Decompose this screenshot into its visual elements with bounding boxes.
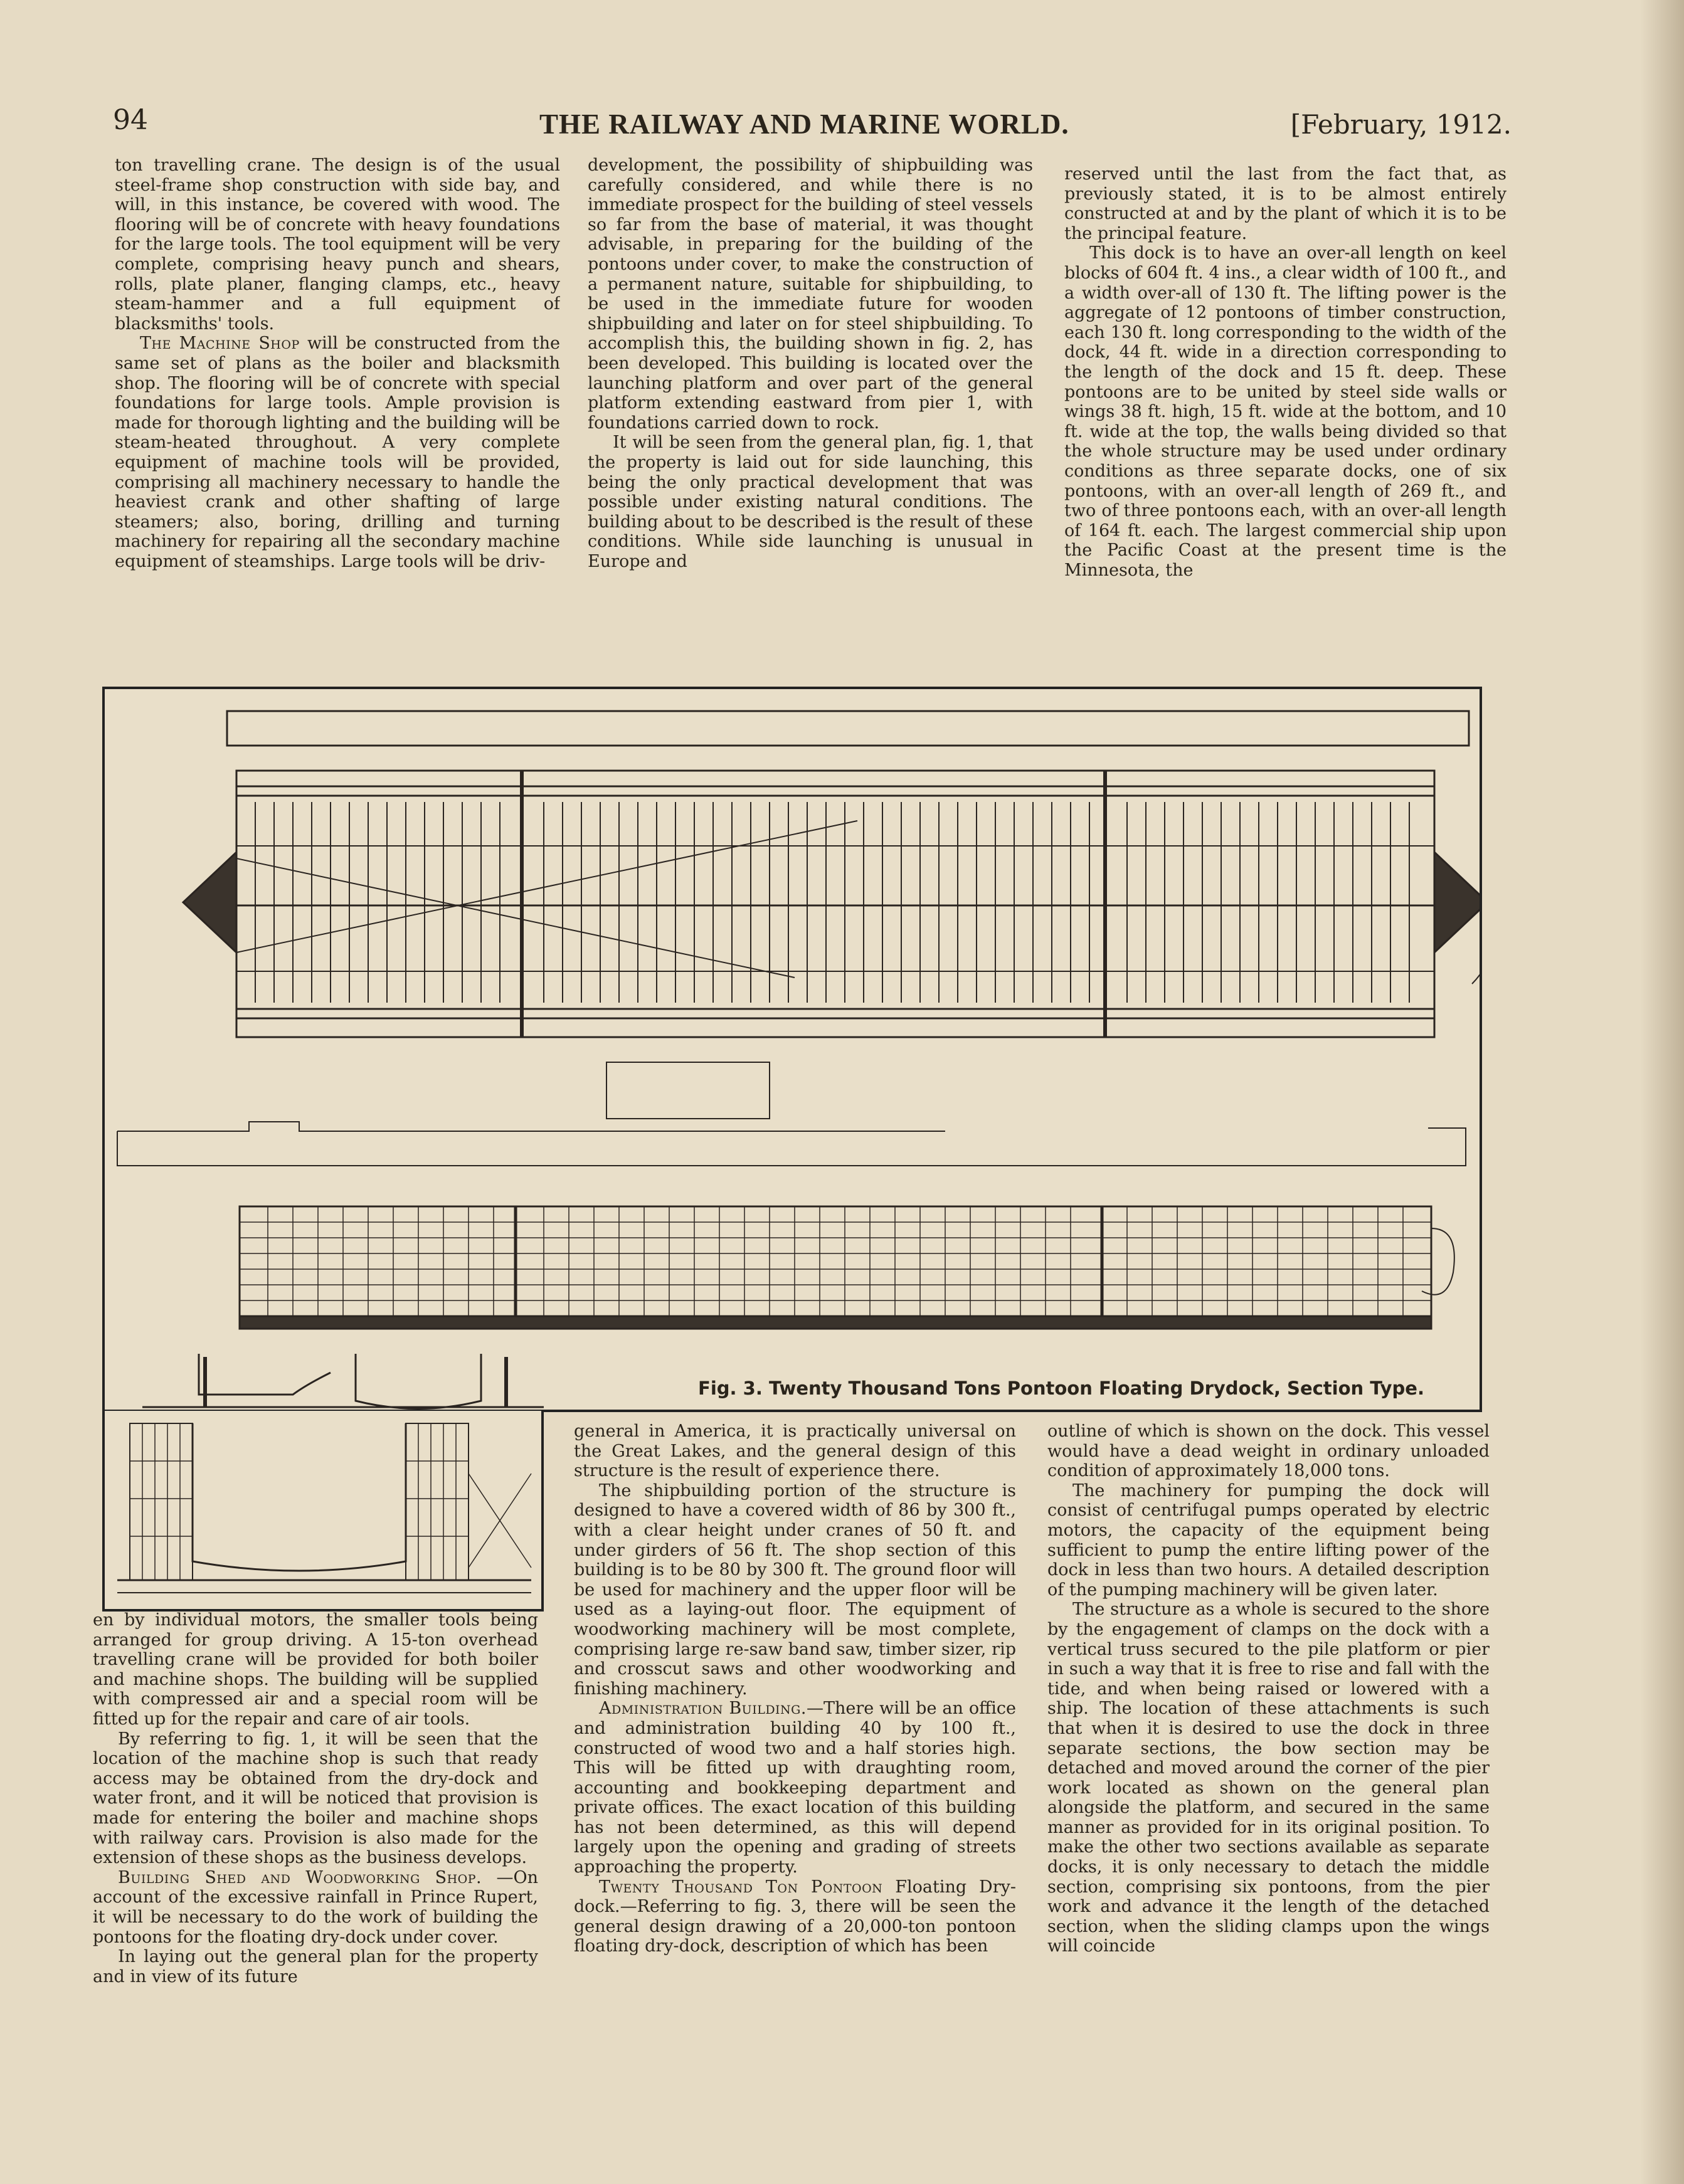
- paragraph: It will be seen from the general plan, fig. 1, that the property is laid out for side launching, this being the only practical development that was possible under existing natural conditions. The building about to be described is the result of these conditions. While side launching is unusual in Europe and: [588, 433, 1033, 571]
- paragraph: Administration Building.—There will be an office and administration building 40 by 100 ft., constructed of wood two and a half stories high. This will be fitted up with draughting room, accounting and bookkeeping department and private offices. The exact location of this building has not been determined, as this will depend largely upon the opening and grading of streets approaching the property.: [574, 1699, 1016, 1877]
- cross-section-drawing: [105, 1411, 541, 1609]
- column-1-bottom: [93, 1610, 538, 2156]
- paragraph: The structure as a whole is secured to the shore by the engagement of clamps on the dock with a vertical truss secured to the pile platform or pier in such a way that it is free to rise and fall with the tide, and when being raised or lowered with a ship. The location of these attachments is such that when it is desired to use the dock in three separate sections, the bow section may be detached and moved around the corner of the pier work located as shown on the general plan alongside the platform, and secured in the same manner as provided for in its original position. To make the other two sections available as separate docks, it is only necessary to detach the middle section, comprising six pontoons, from the pier work and advance it the length of the detached section, when the sliding clamps upon the wings will coincide: [1047, 1600, 1490, 1956]
- paragraph: The shipbuilding portion of the structure is designed to have a covered width of 86 by 300 ft., with a clear height under cranes of 50 ft. and under girders of 56 ft. The shop section of this building is to be 80 by 300 ft. The ground floor will be used for machinery and the upper floor will be used as a laying-out floor. The equipment of woodworking machinery will be most complete, comprising large re-saw band saw, timber sizer, rip and crosscut saws and other woodworking and finishing machinery.: [574, 1480, 1016, 1699]
- cross-section-panel: [102, 1411, 544, 1612]
- paragraph: development, the possibility of shipbuilding was carefully considered, and while there is no immediate prospect for the building of steel vessels so far from the base of material, it was thought advisable, in preparing for the building of the pontoons under cover, to make the construction of a permanent nature, suitable for shipbuilding, to be used in the immediate future for wooden shipbuilding and later on for steel shipbuilding. To accomplish this, the building shown in fig. 2, has been developed. This building is located over the launching platform and over part of the general platform extending eastward from pier 1, with foundations carried down to rock.: [588, 156, 1033, 433]
- issue-date: [February, 1912.: [1290, 109, 1512, 140]
- paragraph: This dock is to have an over-all length on keel blocks of 604 ft. 4 ins., a clear width of 100 ft., and a width over-all of 130 ft. The lifting power is the aggregate of 12 pontoons of timber construction, each 130 ft. long corresponding to the width of the dock, 44 ft. wide in a direction corresponding to the length of the dock and 15 ft. deep. These pontoons are to be united by steel side walls or wings 38 ft. high, 15 ft. wide at the bottom, and 10 ft. wide at the top, the walls being divided so that the whole structure may be used under ordinary conditions as three separate docks, one of six pontoons, with an over-all length of 269 ft., and two of three pontoons each, with an over-all length of 164 ft. each. The largest commercial ship upon the Pacific Coast at the present time is the Minnesota, the: [1064, 243, 1507, 580]
- section-heading: Twenty Thousand Ton Pontoon: [599, 1877, 883, 1897]
- paragraph: ton travelling crane. The design is of the usual steel-frame shop construction with side bay, and will, in this instance, be covered with wood. The flooring will be of concrete with heavy foundations for the large tools. The tool equipment will be very complete, comprising heavy punch and shears, rolls, plate planer, flanging clamps, etc., heavy steam-hammer and a full equipment of blacksmiths' tools.: [115, 156, 560, 334]
- section-heading: The Machine Shop: [140, 334, 300, 354]
- journal-title: THE RAILWAY AND MARINE WORLD.: [539, 108, 1069, 140]
- paragraph: In laying out the general plan for the property and in view of its future: [93, 1947, 538, 1986]
- page-edge-shadow: [1640, 0, 1684, 2184]
- column-3-bottom: [1047, 1422, 1490, 2161]
- drydock-figure: [102, 687, 1482, 1412]
- page-header: [113, 99, 1512, 149]
- figure-caption: Fig. 3. Twenty Thousand Tons Pontoon Floating Drydock, Section Type.: [698, 1378, 1424, 1399]
- paragraph: By referring to fig. 1, it will be seen that the location of the machine shop is such that ready access may be obtained from the dry-dock and water front, and it will be noticed that provision is made for entering the boiler and machine shops with railway cars. Provision is also made for the extension of these shops as the business develops.: [93, 1729, 538, 1868]
- column-2-bottom: [574, 1422, 1016, 2161]
- paragraph: en by individual motors, the smaller tools being arranged for group driving. A 15-ton overhead travelling crane will be provided for both boiler and machine shops. The building will be supplied with compressed air and a special room will be fitted up for the repair and care of air tools.: [93, 1610, 538, 1729]
- paragraph: The Machine Shop will be constructed from the same set of plans as the boiler and blacksmith shop. The flooring will be of concrete with special foundations for large tools. Ample provision is made for thorough lighting and the building will be steam-heated throughout. A very complete equipment of machine tools will be provided, comprising all machinery necessary to handle the heaviest crank and other shafting of large steamers; also, boring, drilling and turning machinery for repairing all the secondary machine equipment of steamships. Large tools will be driv-: [115, 334, 560, 571]
- paragraph: Twenty Thousand Ton Pontoon Floating Dry-dock.—Referring to fig. 3, there will be seen the general design drawing of a 20,000-ton pontoon floating dry-dock, description of which has been: [574, 1877, 1016, 1956]
- paragraph: reserved until the last from the fact that, as previously stated, it is to be almost entirely constructed at and by the plant of which it is to be the principal feature.: [1064, 164, 1507, 243]
- section-heading: Building Shed and Woodworking Shop.: [118, 1867, 482, 1887]
- paragraph: The machinery for pumping the dock will consist of centrifugal pumps operated by electric motors, the capacity of the equipment being sufficient to pump the entire lifting power of the dock in less than two hours. A detailed description of the pumping machinery will be given later.: [1047, 1480, 1490, 1600]
- drydock-drawing: [105, 689, 1480, 1410]
- column-3-top: [1064, 164, 1507, 675]
- column-1-top: [115, 156, 560, 663]
- page-number: 94: [113, 104, 148, 136]
- column-2-top: [588, 156, 1033, 670]
- paragraph: Building Shed and Woodworking Shop. —On account of the excessive rainfall in Prince Rupert, it will be necessary to do the work of building the pontoons for the floating dry-dock under cover.: [93, 1867, 538, 1947]
- section-heading: Administration Building.: [599, 1699, 807, 1719]
- paragraph: outline of which is shown on the dock. This vessel would have a dead weight in ordinary unloaded condition of approximately 18,000 tons.: [1047, 1422, 1490, 1481]
- paragraph: general in America, it is practically universal on the Great Lakes, and the general design of this structure is the result of experience there.: [574, 1422, 1016, 1481]
